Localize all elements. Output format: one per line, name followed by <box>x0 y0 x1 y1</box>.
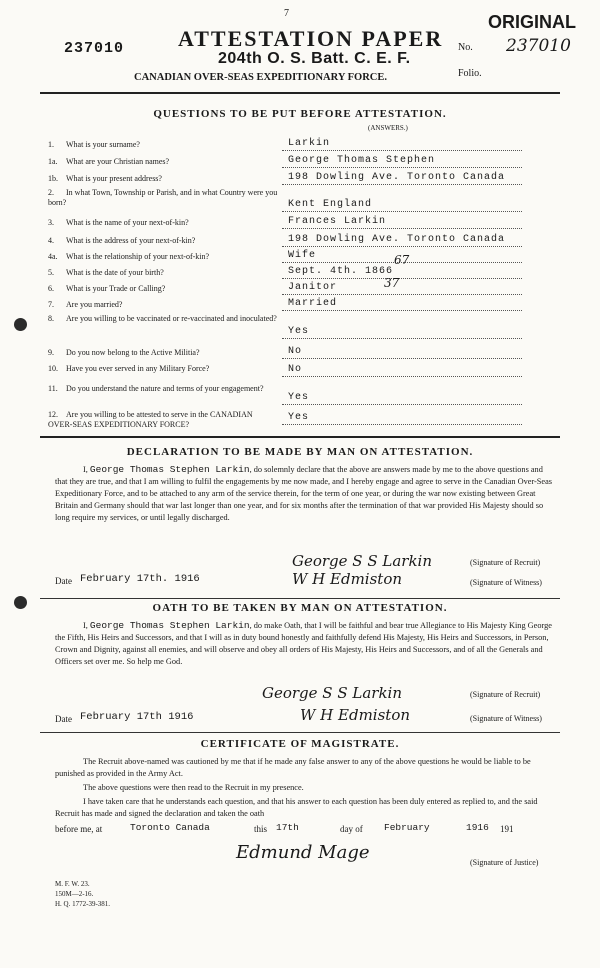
age-annotation: 37 <box>384 276 400 290</box>
question-10: 10. Have you ever served in any Military Force? <box>48 364 210 373</box>
question-1: 1. What is your surname? <box>48 140 140 149</box>
witness-caption: (Signature of Witness) <box>470 578 542 587</box>
declaration-heading: DECLARATION TO BE MADE BY MAN ON ATTESTATION. <box>126 446 474 458</box>
answer-4a: Wife <box>288 250 317 261</box>
answer-8: Yes <box>288 326 310 337</box>
divider <box>40 732 560 733</box>
answer-1a: George Thomas Stephen <box>288 155 436 166</box>
oath-date-label: Date <box>55 714 72 724</box>
oath-witness-signature: W H Edmiston <box>300 706 411 724</box>
declaration-date: February 17th. 1916 <box>80 573 200 585</box>
form-code: M. F. W. 23. <box>55 880 90 888</box>
answer-line <box>282 278 522 279</box>
answer-1: Larkin <box>288 138 331 149</box>
recruit-caption: (Signature of Recruit) <box>470 558 541 567</box>
answers-label: (ANSWERS.) <box>368 124 408 132</box>
answer-line <box>282 294 522 295</box>
question-4: 4. What is the address of your next-of-kin? <box>48 236 196 245</box>
day-of-label: day of <box>340 824 363 834</box>
magistrate-text-2: The above questions were then read to the Recruit in my presence. <box>83 783 304 792</box>
answer-line <box>282 310 522 311</box>
answer-1b: 198 Dowling Ave. Toronto Canada <box>288 172 506 183</box>
magistrate-year: 1916 <box>466 822 489 833</box>
oath-date: February 17th 1916 <box>80 711 194 723</box>
answer-10: No <box>288 364 303 375</box>
this-label: this <box>254 824 268 834</box>
declaration-text: I, George Thomas Stephen Larkin, do solemnly declare that the above are answers made by me to the above questions and that they are true, and that I am willing to fulfil the engagements by me now made, and I hereby engage and agree to serve in the Canadian Over-Seas Expeditionary Force, and to be attached to any arm of the service therein, for the term of one year, or during the war now existing between Great Britain and Germany should that war last longer than one year, and for six months after the termination of that war provided His Majesty should so long require my services, or until legally discharged. <box>55 464 553 522</box>
question-1a: 1a. What are your Christian names? <box>48 157 170 166</box>
before-label: before me, at <box>55 824 103 834</box>
answer-line <box>282 338 522 339</box>
recruit-caption: (Signature of Recruit) <box>470 690 541 699</box>
battalion-stamp: 204th O. S. Batt. C. E. F. <box>218 50 411 67</box>
questions-heading: QUESTIONS TO BE PUT BEFORE ATTESTATION. <box>153 108 447 120</box>
answer-12: Yes <box>288 412 310 423</box>
answer-11: Yes <box>288 392 310 403</box>
answer-4: 198 Dowling Ave. Toronto Canada <box>288 234 506 245</box>
declaration-witness-signature: W H Edmiston <box>292 570 403 588</box>
hq-code: H. Q. 1772-39-381. <box>55 900 111 908</box>
birth-annotation: 67 <box>394 253 410 267</box>
oath-text: I, George Thomas Stephen Larkin, do make Oath, that I will be faithful and bear true Allegiance to His Majesty King George the Fifth, His Heirs and Successors, and that I will as in duty bound honestly and faithfully defend His Majesty, His Heirs and Successors, in Person, Crown and Dignity, against all enemies, and will observe and obey all orders of His Majesty, His Heirs and Successors, and of all the Generals and Officers set over me. So help me God. <box>55 620 552 666</box>
question-4a: 4a. What is the relationship of your next-of-kin? <box>48 252 210 261</box>
registration-number: 237010 <box>64 40 125 57</box>
magistrate-heading: CERTIFICATE OF MAGISTRATE. <box>200 738 400 750</box>
justice-caption: (Signature of Justice) <box>470 858 539 867</box>
magistrate-month: February <box>384 822 430 833</box>
justice-signature: Edmund Mage <box>236 842 370 863</box>
stock-code: 150M—2-16. <box>55 890 94 898</box>
answer-line <box>282 211 522 212</box>
answer-line <box>282 376 522 377</box>
no-value: 237010 <box>506 36 571 56</box>
question-3: 3. What is the name of your next-of-kin? <box>48 218 189 227</box>
no-label: No. <box>458 42 473 53</box>
force-name: CANADIAN OVER-SEAS EXPEDITIONARY FORCE. <box>134 72 388 83</box>
oath-recruit-signature: George S S Larkin <box>262 684 403 702</box>
answer-3: Frances Larkin <box>288 216 387 227</box>
answer-line <box>282 228 522 229</box>
answer-line <box>282 167 522 168</box>
answer-line <box>282 150 522 151</box>
question-9: 9. Do you now belong to the Active Militia? <box>48 348 200 357</box>
question-11: 11. Do you understand the nature and terms of your engagement? <box>48 384 264 393</box>
divider <box>40 598 560 599</box>
question-1b: 1b. What is your present address? <box>48 174 162 183</box>
answer-9: No <box>288 346 303 357</box>
original-stamp: ORIGINAL <box>488 12 576 32</box>
year-suffix: 191 <box>500 824 514 834</box>
answer-5: Sept. 4th. 1866 <box>288 266 394 277</box>
magistrate-text-3: I have taken care that he understands each question, and that his answer to each question has been duly entered as replied to, and the said Recruit has made and signed the declaration and taken the oath <box>55 797 538 818</box>
answer-line <box>282 184 522 185</box>
punch-hole-icon <box>14 318 27 331</box>
form-title: ATTESTATION PAPER <box>178 26 444 51</box>
answer-line <box>282 358 522 359</box>
answer-6: Janitor <box>288 282 338 293</box>
oath-heading: OATH TO BE TAKEN BY MAN ON ATTESTATION. <box>152 602 448 614</box>
magistrate-text: The Recruit above-named was cautioned by me that if he made any false answer to any of the above questions he would be liable to be punished as provided in the Army Act. <box>55 757 531 778</box>
question-12: 12. Are you willing to be attested to serve in the CANADIAN OVER-SEAS EXPEDITIONARY FORCE? <box>48 410 253 429</box>
question-5: 5. What is the date of your birth? <box>48 268 164 277</box>
question-2: 2. In what Town, Township or Parish, and in what Country were you born? <box>48 188 278 207</box>
answer-line <box>282 246 522 247</box>
answer-line <box>282 404 522 405</box>
answer-line <box>282 424 522 425</box>
oath-name: George Thomas Stephen Larkin <box>89 620 250 631</box>
declaration-recruit-signature: George S S Larkin <box>292 552 433 570</box>
answer-2: Kent England <box>288 199 373 210</box>
declaration-name: George Thomas Stephen Larkin <box>89 464 250 475</box>
magistrate-place: Toronto Canada <box>130 822 210 833</box>
question-7: 7. Are you married? <box>48 300 123 309</box>
folio-label: Folio. <box>458 68 482 79</box>
answer-7: Married <box>288 298 338 309</box>
divider <box>40 436 560 438</box>
page-number: 7 <box>284 8 289 19</box>
question-8: 8. Are you willing to be vaccinated or re-vaccinated and inoculated? <box>48 314 277 323</box>
divider <box>40 92 560 94</box>
magistrate-day: 17th <box>276 822 299 833</box>
declaration-date-label: Date <box>55 576 72 586</box>
question-6: 6. What is your Trade or Calling? <box>48 284 166 293</box>
witness-caption: (Signature of Witness) <box>470 714 542 723</box>
